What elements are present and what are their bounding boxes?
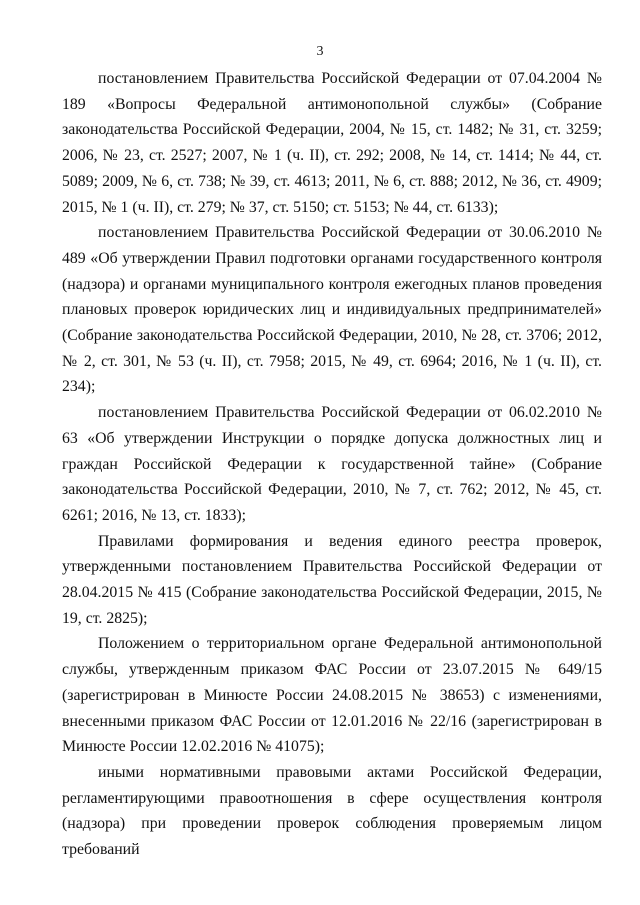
paragraph-rules-415: Правилами формирования и ведения единого реестра проверок, утвержденными постановлением Правительства Российской Федерации от 28.04.2015 № 415 (Собрание законодательства Российской Федерации, 2015, № 19, ст. 2825);: [62, 532, 602, 627]
document-body: [62, 66, 602, 863]
paragraph-regulation-649-15: Положением о территориальном органе Федеральной антимонопольной службы, утвержденным приказом ФАС России от 23.07.2015 № 649/15 (зарегистрирован в Минюсте России 24.08.2015 № 38653) с изменениями, внесенными приказом ФАС России от 12.01.2016 № 22/16 (зарегистрирован в Минюсте России 12.02.2016 № 41075);: [62, 635, 602, 756]
paragraph-resolution-489: постановлением Правительства Российской Федерации от 30.06.2010 № 489 «Об утверждении Правил подготовки органами государственного контроля (надзора) и органами муниципального контроля ежегодных планов проведения плановых проверок юридических лиц и индивидуальных предпринимателей» (Собрание законодательства Российской Федерации, 2010, № 28, ст. 3706; 2012, № 2, ст. 301, № 53 (ч. II), ст. 7958; 2015, № 49, ст. 6964; 2016, № 1 (ч. II), ст. 234);: [62, 224, 602, 396]
paragraph-resolution-63: постановлением Правительства Российской Федерации от 06.02.2010 № 63 «Об утверждении Инструкции о порядке допуска должностных лиц и граждан Российской Федерации к государственной тайне» (Собрание законодательства Российской Федерации, 2010, № 7, ст. 762; 2012, № 45, ст. 6261; 2016, № 13, ст. 1833);: [62, 404, 602, 524]
page-number: 3: [316, 44, 324, 59]
paragraph-resolution-189: постановлением Правительства Российской Федерации от 07.04.2004 № 189 «Вопросы Федеральной антимонопольной службы» (Собрание законодательства Российской Федерации, 2004, № 15, ст. 1482; № 31, ст. 3259; 2006, № 23, ст. 2527; 2007, № 1 (ч. II), ст. 292; 2008, № 14, ст. 1414; № 44, ст. 5089; 2009, № 6, ст. 738; № 39, ст. 4613; 2011, № 6, ст. 888; 2012, № 36, ст. 4909; 2015, № 1 (ч. II), ст. 279; № 37, ст. 5150; ст. 5153; № 44, ст. 6133);: [62, 70, 602, 216]
paragraph-other-acts: иными нормативными правовыми актами Российской Федерации, регламентирующими правоотношения в сфере осуществления контроля (надзора) при проведении проверок соблюдения проверяемым лицом требований: [62, 763, 602, 859]
